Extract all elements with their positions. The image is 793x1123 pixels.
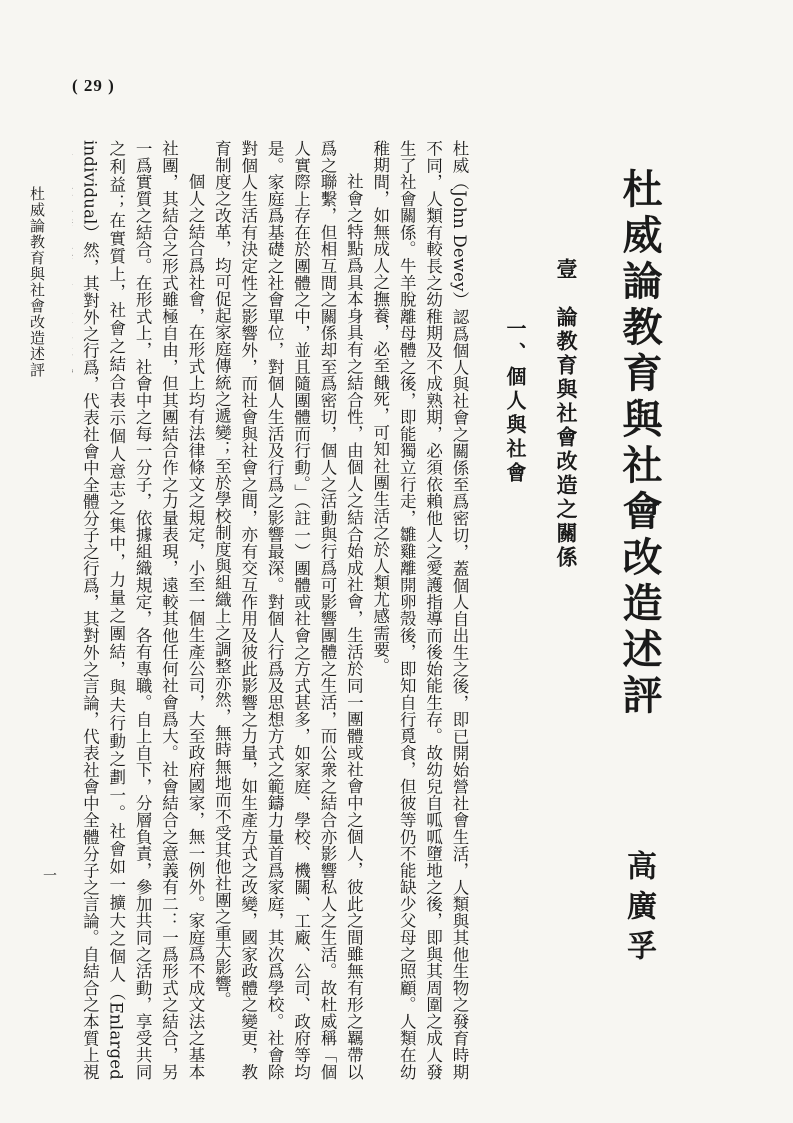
paragraph-2: 社會之特點爲具本身具有之結合性，由個人之結合始成社會，生活於同一團體或社會中之個人，彼此之間雖無有形之羈帶以爲之聯繫，但相互間之關係却至爲密切，個人之活動與行爲可影響團體之生活，而公衆之結合亦影響私人之生活。故杜威稱「個人實際上存在於團體之中，並且隨團體而行動。」（註一）團體或社會之方式甚多，如家庭、學校、機關、工廠、公司、政府等均是。家庭爲基礎之社會單位，對個人生活及行爲之影響最深。對個人行爲及思想方式之範鑄力量首爲家庭，其次爲學校。社會除對個人生活有決定性之影響外，而社會與社會之間，亦有交互作用及彼此影響之力量，如生產方式之改變，國家政體之變更，教育制度之改革，均可促起家庭傳統之遞變；至於學校制度與組織上之調整亦然，無時無地而不受其他社團之重大影響。 [212,140,364,1080]
paragraph-3: 個人之結合爲社會，在形式上均有法律條文之規定，小至一個生產公司，大至政府國家，無一例外。家庭爲不成文法之基本社團，其結合之形式雖極自由，但其團結合作之力量表現，遠較其他任何社會爲大。社會結合之意義有二：一爲形式之結合，另一爲實質之結合。在形式上，社會中之每一分子，依據組織規定，各有專職。自上自下，分層負責，參加共同之活動，享受共同之利益；在實質上，社會之結合表示個人意志之集中，力量之團結，與夫行動之劃一。社會如一擴大之個人（Enlarged individual）然，其對外之行爲，代表社會中全體分子之行爲，其對外之言論，代表社會中全體分子之言論。自結合之本質上視 [80,140,205,1080]
subsection-heading: 一、個人與社會 [503,318,527,486]
author-name: 高廣孚 [621,850,656,970]
body-text [72,140,472,1080]
section-heading: 壹 論教育與社會改造之關係 [554,258,579,570]
page-number: ( 29 ) [72,76,115,95]
article-title: 杜威論教育與社會改造述評 [616,168,663,720]
running-header: 杜威論教育與社會改造述評 [28,186,46,378]
folio-mark: 一 [41,868,57,882]
paragraph-1: 杜威（John Dewey）認爲個人與社會之關係至爲密切，蓋個人自出生之後，即已開始營社會生活，人類與其他生物之發育時期不同，人類有較長之幼稚期及不成熟期，必須依賴他人之愛護指導而後始能生存。故幼兒自呱呱墮地之後，即與其周圍之成人發生了社會關係。牛羊脫離母體之後，即能獨立行走，雛雞離開卵殼後，即知自行覓食，但彼等仍不能缺少父母之照顧。人類在幼稚期間，如無成人之撫養，必至餓死，可知社團生活之於人類尤感需要。 [370,140,469,1080]
